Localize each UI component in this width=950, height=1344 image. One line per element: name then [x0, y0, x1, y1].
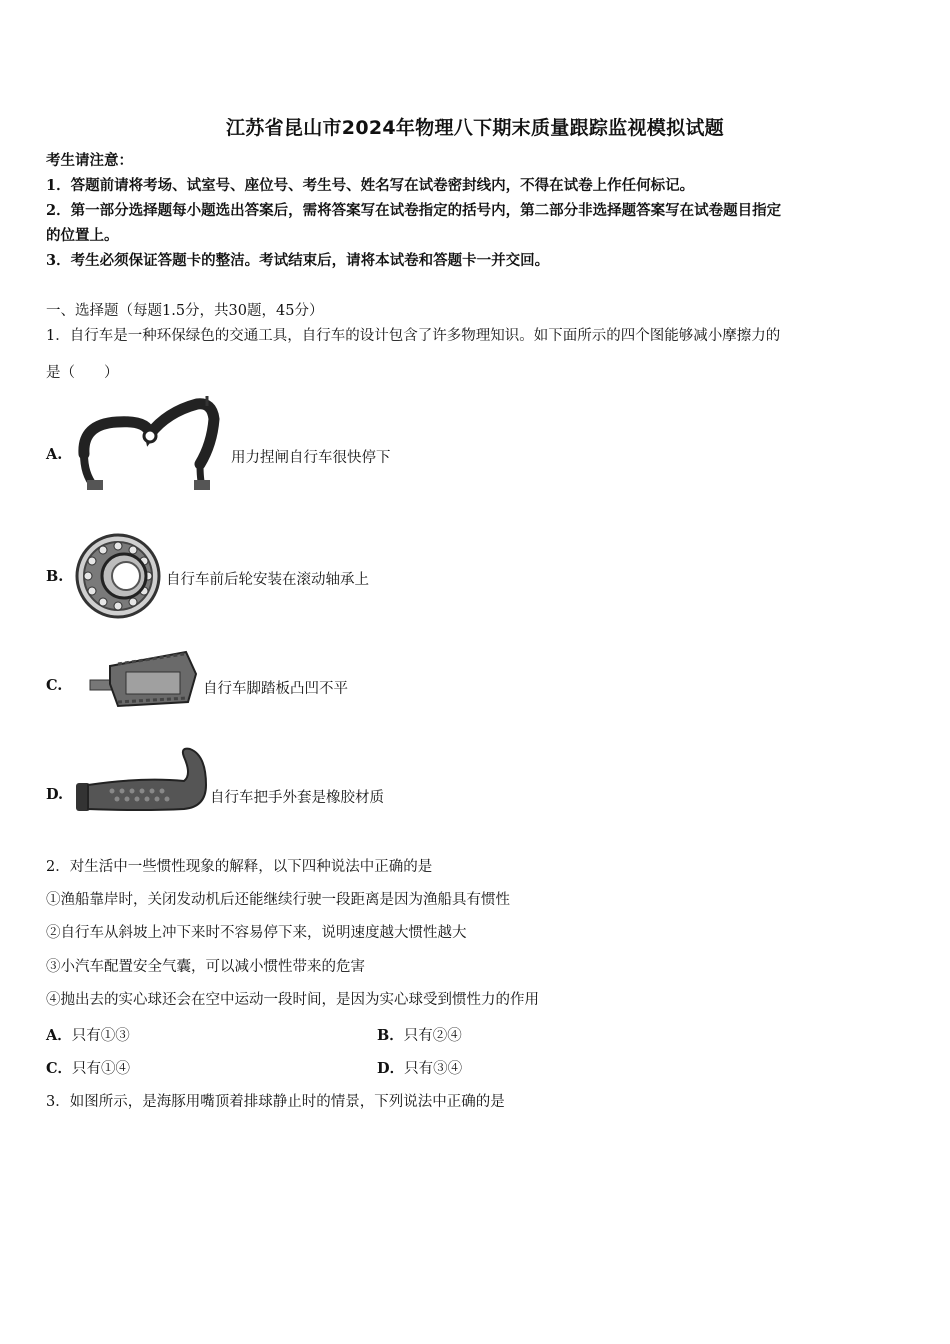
q1-stem-cont: 是（ ）	[46, 365, 119, 381]
notice-item-2-cont: 的位置上。	[46, 227, 119, 244]
q2-choice-d	[377, 1057, 462, 1078]
pedal-image	[88, 644, 200, 714]
q1-option-a-letter: A.	[46, 446, 63, 463]
notice-heading: 考生请注意：	[46, 152, 133, 169]
q2-statement-4: ④抛出去的实心球还会在空中运动一段时间，是因为实心球受到惯性力的作用	[46, 992, 539, 1008]
q1-option-c-text: 自行车脚踏板凸凹不平	[203, 681, 348, 697]
notice-item-1: 1．答题前请将考场、试室号、座位号、考生号、姓名写在试卷密封线内，不得在试卷上作任何标记。	[46, 177, 695, 194]
q2-choice-b-letter: B．	[377, 1027, 404, 1044]
q2-stem: 2．对生活中一些惯性现象的解释，以下四种说法中正确的是	[46, 859, 433, 875]
q1-option-d-letter: D.	[46, 786, 64, 803]
handlebar-grip-image	[72, 745, 210, 815]
q1-stem: 1．自行车是一种环保绿色的交通工具，自行车的设计包含了许多物理知识。如下面所示的四个图能够减小摩擦力的	[46, 328, 781, 344]
q1-option-c-letter: C.	[46, 677, 63, 694]
q1-option-a-text: 用力捏闸自行车很快停下	[231, 450, 391, 466]
q3-stem: 3．如图所示，是海豚用嘴顶着排球静止时的情景，下列说法中正确的是	[46, 1094, 505, 1110]
page-title: 江苏省昆山市2024年物理八下期末质量跟踪监视模拟试题	[226, 117, 724, 139]
q2-choice-a-text: 只有①③	[71, 1028, 130, 1044]
section-heading: 一、选择题（每题1.5分，共30题，45分）	[46, 303, 324, 319]
q2-statement-2: ②自行车从斜坡上冲下来时不容易停下来，说明速度越大惯性越大	[46, 925, 467, 941]
brake-caliper-image	[72, 394, 228, 498]
q2-choice-a	[46, 1024, 130, 1045]
q2-choice-d-text: 只有③④	[404, 1061, 463, 1077]
q2-choice-b	[377, 1024, 462, 1045]
q2-choice-a-letter: A．	[46, 1027, 72, 1044]
q2-choice-b-text: 只有②④	[403, 1028, 462, 1044]
q2-choice-c-text: 只有①④	[72, 1061, 131, 1077]
q2-statement-3: ③小汽车配置安全气囊，可以减小惯性带来的危害	[46, 959, 365, 975]
q2-statement-1: ①渔船靠岸时，关闭发动机后还能继续行驶一段距离是因为渔船具有惯性	[46, 892, 510, 908]
q1-option-b-text: 自行车前后轮安装在滚动轴承上	[166, 572, 369, 588]
q2-choice-d-letter: D．	[377, 1060, 405, 1077]
ball-bearing-image	[74, 532, 162, 620]
notice-item-2: 2．第一部分选择题每小题选出答案后，需将答案写在试卷指定的括号内，第二部分非选择题答案写在试卷题目指定	[46, 202, 782, 219]
q1-option-b-letter: B.	[46, 568, 64, 585]
q2-choice-c-letter: C．	[46, 1060, 73, 1077]
q1-option-d-text: 自行车把手外套是橡胶材质	[210, 790, 384, 806]
q2-choice-c	[46, 1057, 130, 1078]
notice-item-3: 3．考生必须保证答题卡的整洁。考试结束后，请将本试卷和答题卡一并交回。	[46, 252, 550, 269]
